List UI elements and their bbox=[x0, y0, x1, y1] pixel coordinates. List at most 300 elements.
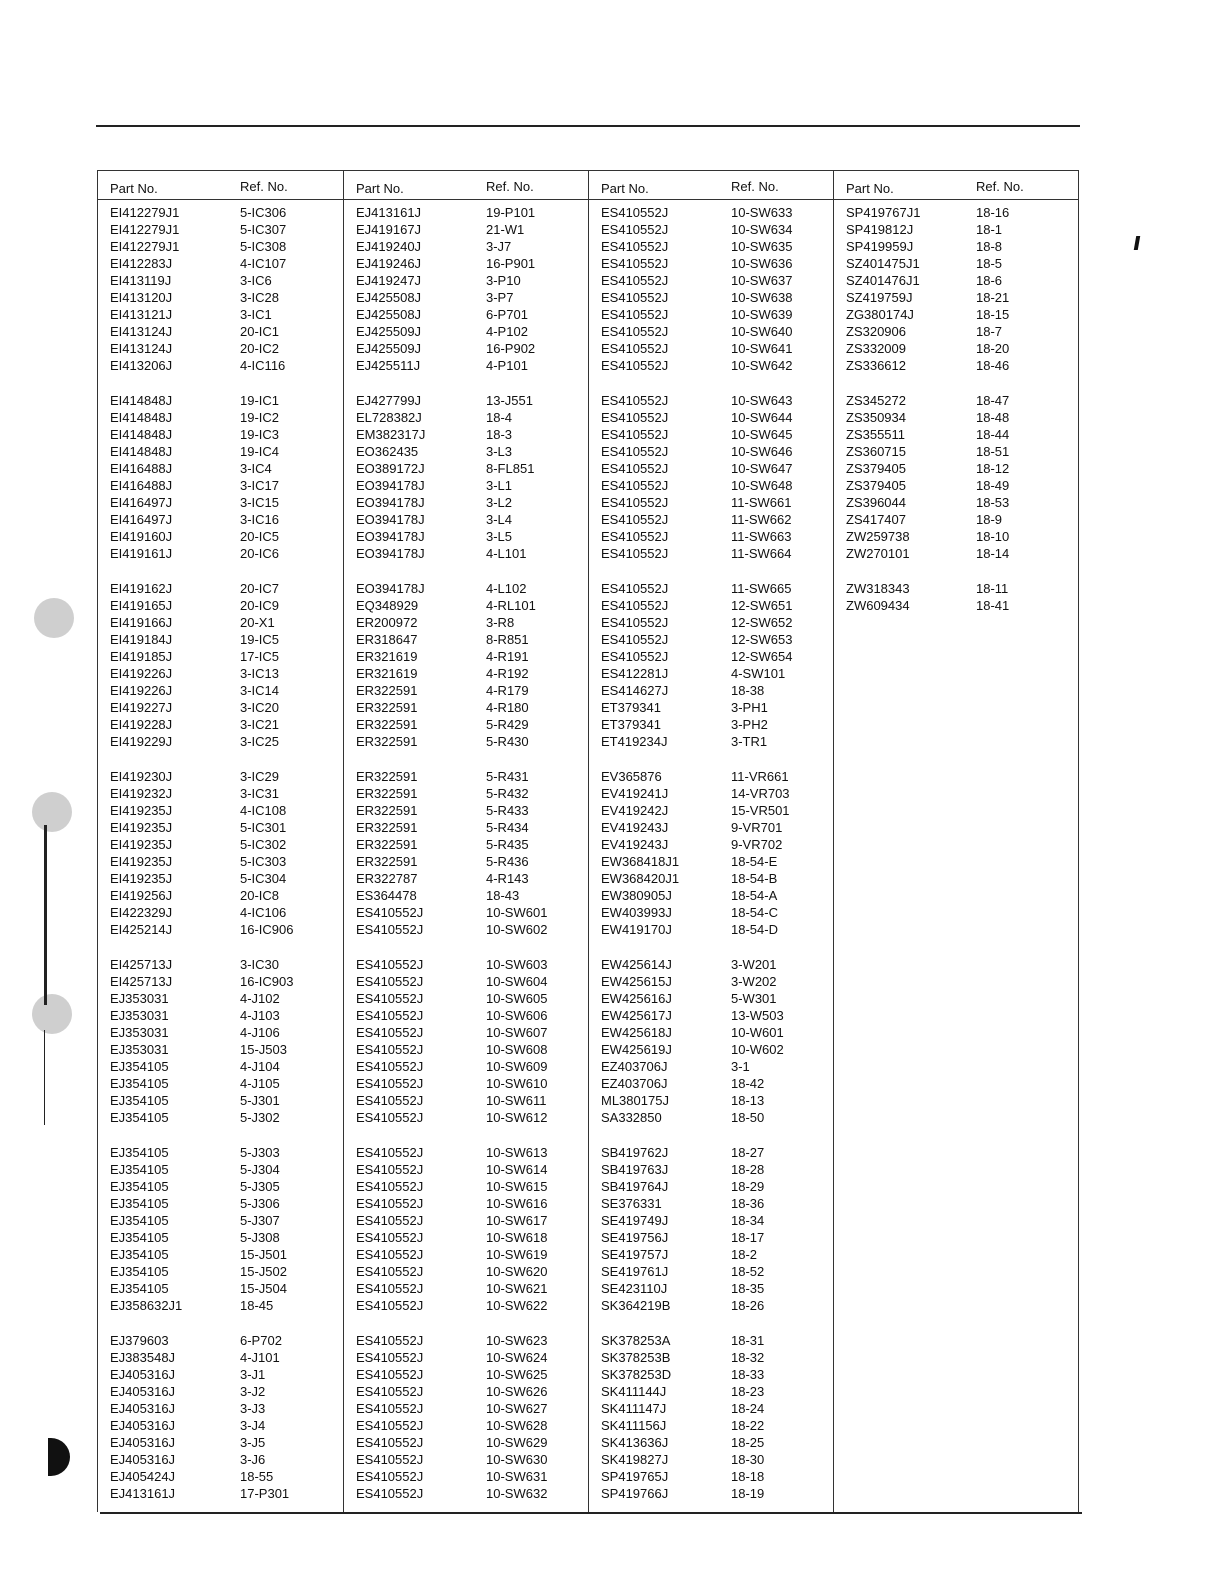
ref-number: 10-SW636 bbox=[731, 256, 793, 272]
table-row bbox=[98, 665, 343, 682]
table-row bbox=[589, 699, 834, 716]
table-row bbox=[98, 460, 343, 477]
table-row bbox=[589, 1417, 834, 1434]
ref-number: 10-W602 bbox=[731, 1042, 784, 1058]
part-number: ES410552J bbox=[601, 410, 669, 426]
ref-number: 11-SW663 bbox=[731, 529, 792, 545]
part-number: ES410552J bbox=[356, 1281, 424, 1297]
table-row bbox=[344, 204, 589, 221]
table-row bbox=[98, 1109, 343, 1126]
part-no-header: Part No. bbox=[846, 181, 894, 196]
part-number: ZG380174J bbox=[846, 307, 914, 323]
table-row bbox=[834, 426, 1078, 443]
part-number: SK419827J bbox=[601, 1452, 669, 1468]
part-number: EL728382J bbox=[356, 410, 422, 426]
ref-number: 4-R192 bbox=[486, 666, 529, 682]
part-number: EI419235J bbox=[110, 803, 173, 819]
table-row bbox=[589, 1332, 834, 1349]
part-number: EZ403706J bbox=[601, 1059, 668, 1075]
part-number: ES410552J bbox=[601, 546, 669, 562]
ref-number: 18-11 bbox=[976, 581, 1009, 596]
table-row bbox=[344, 1485, 589, 1502]
part-number: ES410552J bbox=[356, 1264, 424, 1280]
part-number: EI419226J bbox=[110, 683, 173, 699]
ref-number: 4-IC116 bbox=[240, 358, 286, 374]
part-number: EJ413161J bbox=[110, 1486, 176, 1502]
part-number: ET419234J bbox=[601, 734, 668, 750]
ref-number: 5-J303 bbox=[240, 1145, 280, 1160]
part-number: EJ383548J bbox=[110, 1350, 176, 1366]
table-row bbox=[98, 682, 343, 699]
ref-number: 10-SW638 bbox=[731, 290, 793, 306]
table-row bbox=[344, 921, 589, 938]
part-number: ER321619 bbox=[356, 649, 418, 665]
part-number: EW425618J bbox=[601, 1025, 672, 1041]
ref-number: 3-IC28 bbox=[240, 290, 280, 306]
ref-number: 12-SW651 bbox=[731, 598, 793, 614]
part-number: EO394178J bbox=[356, 529, 425, 545]
part-number: EI425713J bbox=[110, 974, 173, 990]
table-row bbox=[98, 221, 343, 238]
table-row bbox=[344, 1434, 589, 1451]
table-row bbox=[834, 528, 1078, 545]
ref-number: 5-IC306 bbox=[240, 205, 287, 220]
part-number: EI425214J bbox=[110, 922, 173, 938]
ref-number: 18-34 bbox=[731, 1213, 765, 1229]
part-number: ET379341 bbox=[601, 717, 661, 733]
part-number: EV365876 bbox=[601, 769, 662, 784]
table-row bbox=[834, 511, 1078, 528]
part-number: ES410552J bbox=[356, 1110, 424, 1126]
ref-number: 10-SW613 bbox=[486, 1145, 548, 1160]
part-number: ES410552J bbox=[356, 1093, 424, 1109]
table-row bbox=[344, 682, 589, 699]
part-number: ZW259738 bbox=[846, 529, 910, 545]
table-row bbox=[98, 289, 343, 306]
part-number: EJ354105 bbox=[110, 1196, 169, 1212]
ref-number: 10-SW604 bbox=[486, 974, 548, 990]
ref-number: 13-J551 bbox=[486, 393, 533, 408]
part-number: SK411147J bbox=[601, 1401, 667, 1417]
ref-number: 18-54-C bbox=[731, 905, 778, 921]
ref-number: 11-VR661 bbox=[731, 769, 789, 784]
table-row bbox=[98, 1349, 343, 1366]
ref-number: 18-47 bbox=[976, 393, 1010, 408]
ref-number: 10-SW643 bbox=[731, 393, 793, 408]
part-number: ZS355511 bbox=[846, 427, 906, 443]
table-row bbox=[344, 699, 589, 716]
ref-no-header: Ref. No. bbox=[976, 179, 1024, 194]
part-number: ES410552J bbox=[356, 1247, 424, 1263]
table-row bbox=[589, 768, 834, 785]
part-number: ES410552J bbox=[356, 1486, 424, 1502]
ref-number: 10-SW609 bbox=[486, 1059, 548, 1075]
part-number: EJ405316J bbox=[110, 1367, 176, 1383]
table-row bbox=[98, 1400, 343, 1417]
part-number: ES410552J bbox=[601, 478, 669, 494]
part-number: SB419764J bbox=[601, 1179, 669, 1195]
table-row bbox=[98, 511, 343, 528]
table-row bbox=[344, 1280, 589, 1297]
table-row bbox=[834, 340, 1078, 357]
table-row bbox=[589, 340, 834, 357]
part-number: EI416488J bbox=[110, 461, 173, 477]
part-number: ER321619 bbox=[356, 666, 418, 682]
ref-number: 3-IC30 bbox=[240, 957, 280, 972]
part-number: EI412279J1 bbox=[110, 205, 180, 220]
ref-number: 20-IC1 bbox=[240, 324, 280, 340]
part-number: EI419226J bbox=[110, 666, 173, 682]
table-row bbox=[98, 272, 343, 289]
ref-number: 20-IC6 bbox=[240, 546, 280, 562]
table-row bbox=[98, 1212, 343, 1229]
part-number: SE419761J bbox=[601, 1264, 669, 1280]
ref-number: 20-IC5 bbox=[240, 529, 280, 545]
punch-hole bbox=[32, 994, 72, 1034]
part-number: ES410552J bbox=[356, 1435, 424, 1451]
ref-number: 20-IC9 bbox=[240, 598, 280, 614]
ref-number: 19-IC1 bbox=[240, 393, 280, 408]
table-row bbox=[344, 614, 589, 631]
table-row bbox=[344, 221, 589, 238]
top-rule bbox=[96, 125, 1080, 127]
part-number: EO394178J bbox=[356, 495, 425, 511]
part-number: EI416488J bbox=[110, 478, 173, 494]
ref-number: 3-IC31 bbox=[240, 786, 280, 802]
table-row bbox=[98, 631, 343, 648]
ref-number: 3-IC25 bbox=[240, 734, 280, 750]
ref-number: 18-53 bbox=[976, 495, 1010, 511]
part-number: ZS332009 bbox=[846, 341, 906, 357]
table-row bbox=[589, 204, 834, 221]
table-row bbox=[98, 921, 343, 938]
part-number: EI419185J bbox=[110, 649, 173, 665]
ref-number: 5-IC308 bbox=[240, 239, 287, 255]
table-row bbox=[98, 494, 343, 511]
ref-number: 5-J304 bbox=[240, 1162, 280, 1178]
part-number: SB419763J bbox=[601, 1162, 669, 1178]
table-row bbox=[589, 904, 834, 921]
table-row bbox=[589, 921, 834, 938]
part-number: EI422329J bbox=[110, 905, 173, 921]
part-number: ES410552J bbox=[601, 222, 669, 238]
table-row bbox=[98, 1468, 343, 1485]
ref-number: 18-55 bbox=[240, 1469, 274, 1485]
table-row bbox=[98, 1366, 343, 1383]
ref-number: 3-IC16 bbox=[240, 512, 280, 528]
ref-number: 10-SW644 bbox=[731, 410, 793, 426]
ref-number: 17-P301 bbox=[240, 1486, 290, 1502]
part-number: EJ354105 bbox=[110, 1162, 169, 1178]
part-number: ES410552J bbox=[601, 307, 669, 323]
bottom-rule bbox=[100, 1512, 1082, 1514]
part-number: SB419762J bbox=[601, 1145, 669, 1160]
part-number: ES410552J bbox=[356, 1162, 424, 1178]
table-row bbox=[589, 614, 834, 631]
ref-number: 18-36 bbox=[731, 1196, 765, 1212]
ref-number: 19-IC5 bbox=[240, 632, 280, 648]
part-number: SK411144J bbox=[601, 1384, 667, 1400]
table-row bbox=[589, 1263, 834, 1280]
ref-number: 4-L102 bbox=[486, 581, 527, 596]
ref-number: 12-SW654 bbox=[731, 649, 793, 665]
ref-number: 5-IC304 bbox=[240, 871, 287, 887]
part-number: EJ353031 bbox=[110, 1008, 169, 1024]
table-row bbox=[589, 1468, 834, 1485]
table-row bbox=[344, 1468, 589, 1485]
part-number: EO389172J bbox=[356, 461, 425, 477]
part-number: ZW318343 bbox=[846, 581, 910, 596]
table-row bbox=[98, 819, 343, 836]
table-row bbox=[98, 853, 343, 870]
ref-number: 10-SW645 bbox=[731, 427, 793, 443]
table-row bbox=[344, 1024, 589, 1041]
table-row bbox=[98, 528, 343, 545]
ref-number: 5-R435 bbox=[486, 837, 529, 853]
table-row bbox=[98, 426, 343, 443]
part-number: EQ348929 bbox=[356, 598, 419, 614]
parts-column-4 bbox=[833, 170, 1079, 1512]
ref-number: 18-13 bbox=[731, 1093, 765, 1109]
table-row bbox=[589, 306, 834, 323]
ref-number: 3-R8 bbox=[486, 615, 515, 631]
part-number: EJ425511J bbox=[356, 358, 421, 374]
ref-number: 4-IC106 bbox=[240, 905, 287, 921]
ref-number: 10-SW601 bbox=[486, 905, 548, 921]
table-row bbox=[98, 785, 343, 802]
table-row bbox=[589, 1297, 834, 1314]
part-number: ES410552J bbox=[356, 1059, 424, 1075]
table-row bbox=[344, 1349, 589, 1366]
table-row bbox=[834, 545, 1078, 562]
ref-number: 16-IC906 bbox=[240, 922, 294, 938]
table-row bbox=[98, 1451, 343, 1468]
ref-number: 4-R143 bbox=[486, 871, 529, 887]
table-row bbox=[589, 1109, 834, 1126]
table-row bbox=[344, 733, 589, 750]
table-row bbox=[344, 648, 589, 665]
part-number: EW403993J bbox=[601, 905, 672, 921]
ref-number: 10-SW612 bbox=[486, 1110, 548, 1126]
ref-number: 18-17 bbox=[731, 1230, 765, 1246]
ref-number: 18-46 bbox=[976, 358, 1010, 374]
ref-number: 3-IC29 bbox=[240, 769, 280, 784]
table-row bbox=[344, 836, 589, 853]
part-number: EI419166J bbox=[110, 615, 173, 631]
part-number: EO394178J bbox=[356, 581, 425, 596]
part-number: ET379341 bbox=[601, 700, 661, 716]
ref-number: 18-24 bbox=[731, 1401, 765, 1417]
ref-number: 9-VR701 bbox=[731, 820, 783, 836]
part-number: EJ354105 bbox=[110, 1264, 169, 1280]
parts-column-3 bbox=[588, 170, 834, 1512]
part-number: EJ353031 bbox=[110, 1025, 169, 1041]
table-row bbox=[344, 306, 589, 323]
table-row bbox=[589, 597, 834, 614]
ref-number: 3-TR1 bbox=[731, 734, 768, 750]
table-row bbox=[344, 1212, 589, 1229]
ref-number: 10-SW611 bbox=[486, 1093, 547, 1109]
table-row bbox=[589, 494, 834, 511]
part-number: EJ354105 bbox=[110, 1076, 169, 1092]
part-number: EJ354105 bbox=[110, 1247, 169, 1263]
ref-number: 11-SW661 bbox=[731, 495, 792, 511]
table-row bbox=[834, 494, 1078, 511]
part-number: EJ405316J bbox=[110, 1418, 176, 1434]
part-number: EI419162J bbox=[110, 581, 173, 596]
table-row bbox=[589, 990, 834, 1007]
table-row bbox=[98, 443, 343, 460]
part-number: EW425614J bbox=[601, 957, 672, 972]
ref-number: 18-49 bbox=[976, 478, 1010, 494]
table-row bbox=[344, 768, 589, 785]
part-number: ZS320906 bbox=[846, 324, 906, 340]
ref-number: 18-23 bbox=[731, 1384, 765, 1400]
ref-number: 3-W201 bbox=[731, 957, 777, 972]
table-row bbox=[589, 1024, 834, 1041]
part-number: ZW609434 bbox=[846, 598, 910, 614]
part-number: ER322787 bbox=[356, 871, 418, 887]
part-number: ES410552J bbox=[356, 1350, 424, 1366]
part-number: EI413120J bbox=[110, 290, 173, 306]
part-no-header: Part No. bbox=[356, 181, 404, 196]
table-row bbox=[98, 1263, 343, 1280]
ref-number: 18-19 bbox=[731, 1486, 765, 1502]
ref-number: 16-P902 bbox=[486, 341, 536, 357]
table-row bbox=[344, 1383, 589, 1400]
ref-number: 18-5 bbox=[976, 256, 1003, 272]
table-row bbox=[98, 836, 343, 853]
ref-number: 10-SW624 bbox=[486, 1350, 548, 1366]
ref-number: 18-38 bbox=[731, 683, 765, 699]
part-number: EI416497J bbox=[110, 512, 173, 528]
ref-number: 4-R191 bbox=[486, 649, 529, 665]
table-row bbox=[98, 580, 343, 597]
table-row bbox=[344, 1246, 589, 1263]
ref-number: 5-J308 bbox=[240, 1230, 280, 1246]
part-number: EI419161J bbox=[110, 546, 173, 562]
ref-number: 18-16 bbox=[976, 205, 1010, 220]
ref-number: 18-50 bbox=[731, 1110, 765, 1126]
ref-number: 10-SW630 bbox=[486, 1452, 548, 1468]
table-row bbox=[344, 1144, 589, 1161]
table-row bbox=[98, 614, 343, 631]
table-row bbox=[589, 238, 834, 255]
table-row bbox=[98, 1383, 343, 1400]
part-number: EJ353031 bbox=[110, 1042, 169, 1058]
part-number: EJ425508J bbox=[356, 290, 422, 306]
part-number: EI413124J bbox=[110, 324, 173, 340]
punch-hole bbox=[32, 792, 72, 832]
ref-number: 13-W503 bbox=[731, 1008, 784, 1024]
table-row bbox=[344, 443, 589, 460]
part-number: EI419235J bbox=[110, 854, 173, 870]
ref-number: 18-54-A bbox=[731, 888, 778, 904]
part-number: ES410552J bbox=[356, 974, 424, 990]
table-row bbox=[344, 528, 589, 545]
table-row bbox=[98, 1144, 343, 1161]
part-number: ES410552J bbox=[601, 341, 669, 357]
ref-number: 3-IC21 bbox=[240, 717, 280, 733]
part-number: EI413121J bbox=[110, 307, 173, 323]
ref-number: 3-J7 bbox=[486, 239, 512, 255]
table-row bbox=[98, 1417, 343, 1434]
table-row bbox=[589, 1144, 834, 1161]
part-number: EJ405424J bbox=[110, 1469, 176, 1485]
ref-number: 5-R429 bbox=[486, 717, 529, 733]
part-number: EJ405316J bbox=[110, 1435, 176, 1451]
part-number: EI419230J bbox=[110, 769, 173, 784]
part-number: EJ413161J bbox=[356, 205, 422, 220]
table-row bbox=[589, 853, 834, 870]
ref-number: 10-SW637 bbox=[731, 273, 793, 289]
part-number: EO394178J bbox=[356, 478, 425, 494]
table-row bbox=[834, 392, 1078, 409]
ref-number: 4-J103 bbox=[240, 1008, 280, 1024]
ref-number: 10-SW614 bbox=[486, 1162, 548, 1178]
ref-number: 5-IC301 bbox=[240, 820, 287, 836]
part-number: EJ354105 bbox=[110, 1145, 169, 1160]
ref-number: 3-IC6 bbox=[240, 273, 272, 289]
table-row bbox=[589, 545, 834, 562]
part-number: ER322591 bbox=[356, 854, 418, 870]
part-number: ES410552J bbox=[601, 495, 669, 511]
ref-number: 18-1 bbox=[976, 222, 1003, 238]
part-number: EI412279J1 bbox=[110, 222, 180, 238]
ref-number: 10-SW602 bbox=[486, 922, 548, 938]
table-row bbox=[589, 836, 834, 853]
ref-number: 18-32 bbox=[731, 1350, 765, 1366]
table-row bbox=[98, 733, 343, 750]
ref-number: 18-44 bbox=[976, 427, 1010, 443]
ref-number: 4-J106 bbox=[240, 1025, 280, 1041]
table-row bbox=[589, 323, 834, 340]
ref-number: 4-IC108 bbox=[240, 803, 287, 819]
part-number: ZS360715 bbox=[846, 444, 906, 460]
table-row bbox=[344, 631, 589, 648]
ref-number: 5-J305 bbox=[240, 1179, 280, 1195]
table-row bbox=[589, 1280, 834, 1297]
table-row bbox=[98, 1041, 343, 1058]
part-number: ES364478 bbox=[356, 888, 417, 904]
part-number: EJ425508J bbox=[356, 307, 422, 323]
ref-number: 3-IC4 bbox=[240, 461, 272, 477]
table-row bbox=[589, 1349, 834, 1366]
ref-number: 18-6 bbox=[976, 273, 1003, 289]
table-row bbox=[344, 990, 589, 1007]
table-row bbox=[98, 357, 343, 374]
part-number: EI419227J bbox=[110, 700, 173, 716]
ref-number: 4-J101 bbox=[240, 1350, 280, 1366]
table-row bbox=[589, 1161, 834, 1178]
table-row bbox=[589, 887, 834, 904]
table-row bbox=[834, 357, 1078, 374]
ref-number: 10-SW648 bbox=[731, 478, 793, 494]
table-row bbox=[98, 699, 343, 716]
table-row bbox=[344, 665, 589, 682]
ref-number: 5-J306 bbox=[240, 1196, 280, 1212]
part-number: EJ405316J bbox=[110, 1384, 176, 1400]
ref-number: 12-SW653 bbox=[731, 632, 793, 648]
part-number: EJ354105 bbox=[110, 1059, 169, 1075]
table-row bbox=[589, 1485, 834, 1502]
table-row bbox=[589, 631, 834, 648]
binding-line bbox=[44, 825, 47, 1005]
part-number: SE419756J bbox=[601, 1230, 669, 1246]
part-number: SK378253B bbox=[601, 1350, 671, 1366]
table-row bbox=[344, 1041, 589, 1058]
ref-number: 10-SW607 bbox=[486, 1025, 548, 1041]
